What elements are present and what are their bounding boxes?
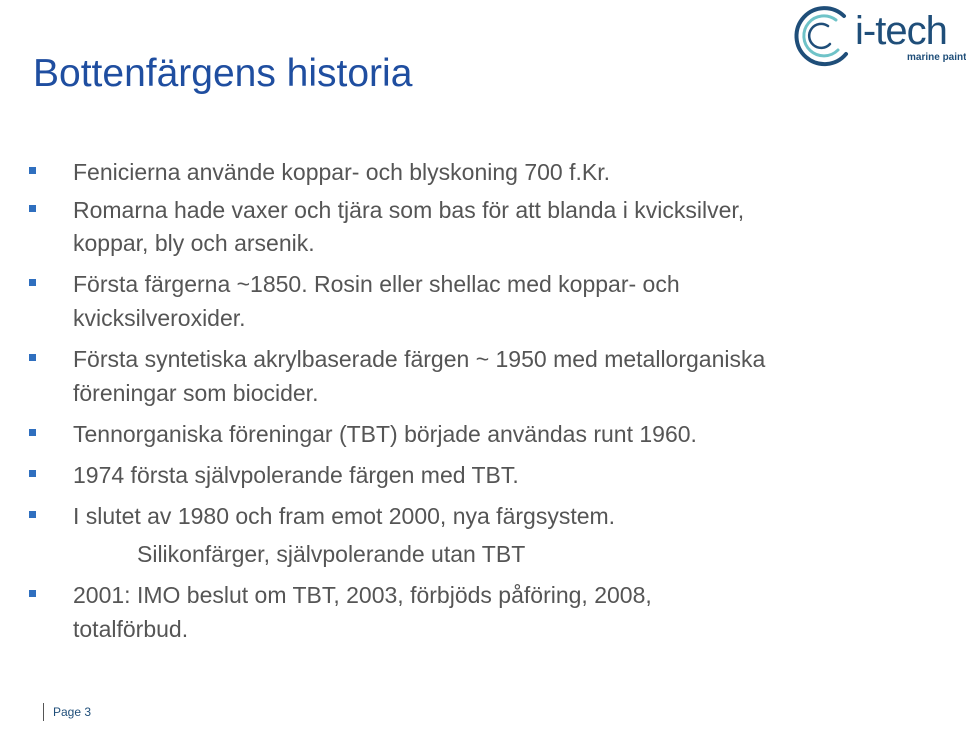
bullet-marker-icon: [29, 354, 36, 361]
bullet-marker-icon: [29, 167, 36, 174]
bullet-text: Romarna hade vaxer och tjära som bas för att blanda i kvicksilver,: [73, 197, 745, 223]
bullet-item: [73, 267, 680, 301]
bullet-continuation: [73, 301, 246, 335]
slide-footer: [43, 703, 91, 721]
bullet-text: Första färgerna ~1850. Rosin eller shellac med koppar- och: [73, 271, 680, 297]
bullet-text: totalförbud.: [73, 616, 189, 642]
bullet-text: I slutet av 1980 och fram emot 2000, nya färgsystem.: [73, 503, 616, 529]
bullet-text: föreningar som biocider.: [73, 380, 319, 406]
bullet-item: [73, 499, 615, 533]
bullet-marker-icon: [29, 279, 36, 286]
logo-wordmark: i-tech: [855, 9, 947, 53]
bullet-marker-icon: [29, 429, 36, 436]
bullet-text: kvicksilveroxider.: [73, 305, 246, 331]
slide-title: Bottenfärgens historia: [33, 52, 413, 95]
bullet-marker-icon: [29, 470, 36, 477]
logo-tagline: marine paint: [907, 52, 966, 63]
bullet-text: Första syntetiska akrylbaserade färgen ~ 1950 med metallorganiska: [73, 346, 766, 372]
bullet-continuation: [73, 612, 188, 646]
bullet-marker-icon: [29, 205, 36, 212]
sub-item: [137, 537, 525, 571]
bullet-item: [73, 417, 697, 451]
bullet-item: [73, 155, 610, 189]
bullet-text: Tennorganiska föreningar (TBT) började användas runt 1960.: [73, 421, 697, 447]
bullet-text: 2001: IMO beslut om TBT, 2003, förbjöds påföring, 2008,: [73, 582, 652, 608]
footer-divider: [43, 703, 44, 721]
bullet-marker-icon: [29, 590, 36, 597]
bullet-text: 1974 första självpolerande färgen med TBT.: [73, 462, 519, 488]
company-logo: [786, 6, 966, 72]
bullet-item: [73, 458, 519, 492]
sub-item-text: Silikonfärger, självpolerande utan TBT: [137, 541, 526, 567]
bullet-item: [73, 578, 652, 612]
bullet-continuation: [73, 376, 318, 410]
bullet-marker-icon: [29, 511, 36, 518]
bullet-text: koppar, bly och arsenik.: [73, 230, 315, 256]
page-number: Page 3: [53, 705, 92, 719]
bullet-text: Fenicierna använde koppar- och blyskoning 700 f.Kr.: [73, 159, 610, 185]
bullet-item: [73, 193, 744, 227]
bullet-item: [73, 342, 765, 376]
bullet-continuation: [73, 226, 315, 260]
